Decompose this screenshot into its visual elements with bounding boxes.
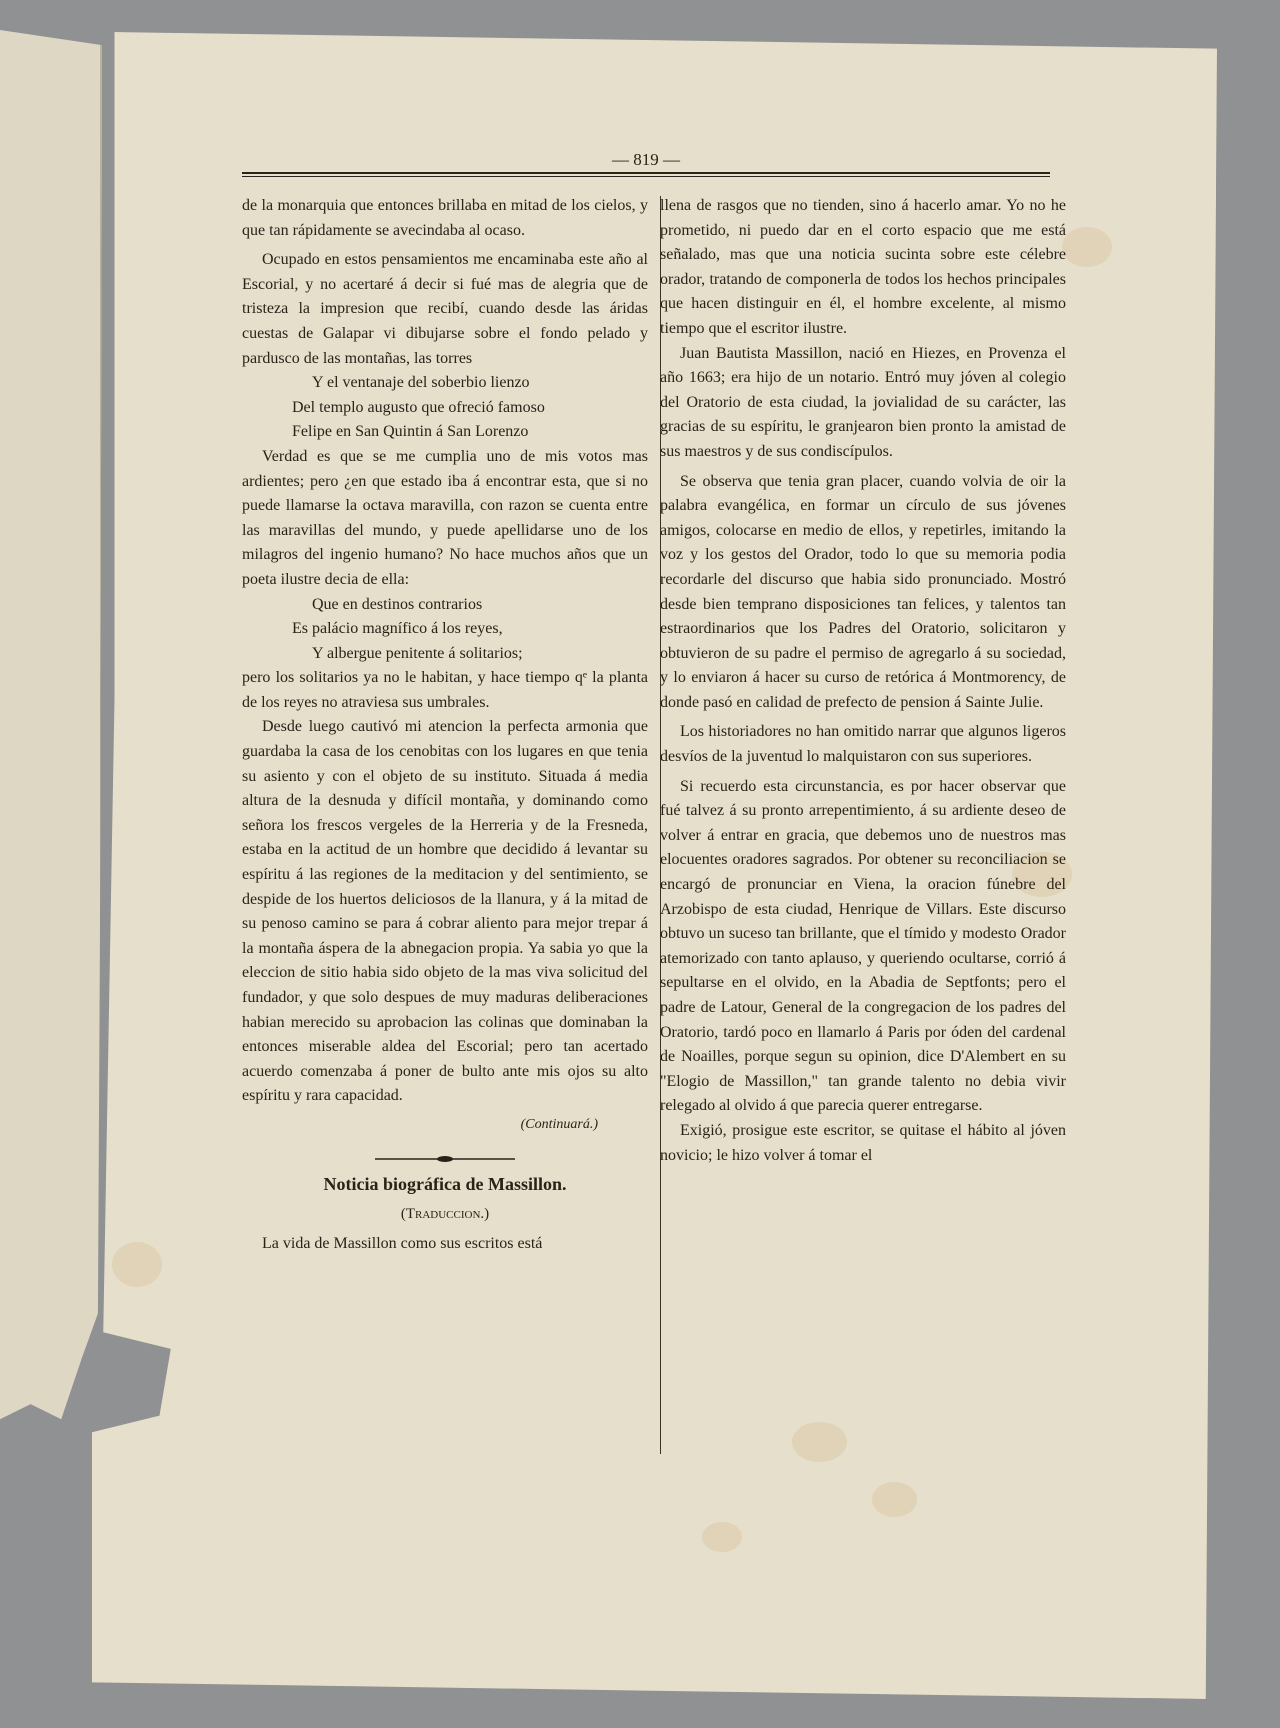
verse-line: Del templo augusto que ofreció famoso bbox=[292, 398, 545, 416]
back-page-edge bbox=[0, 30, 102, 1540]
foxing-stain bbox=[1062, 227, 1112, 267]
header-rule-thin bbox=[242, 176, 1050, 177]
page-number: — 819 — bbox=[612, 150, 680, 169]
verse-line: Y el ventanaje del soberbio lienzo bbox=[312, 374, 530, 392]
header-rule bbox=[242, 172, 1050, 174]
foxing-stain bbox=[112, 1242, 162, 1287]
verse-line: Y albergue penitente á solitarios; bbox=[312, 644, 523, 662]
paragraph: Juan Bautista Massillon, nació en Hiezes, en Provenza el año 1663; era hijo de un notario. Entró muy jóven al colegio del Oratorio de esta ciudad, la jovialidad de su carácter, las gracias de su espíritu, le granjearon bien pronto la amistad de sus maestros y de sus condiscípulos. bbox=[660, 344, 1066, 460]
foxing-stain bbox=[872, 1482, 917, 1517]
verse-line: Es palácio magnífico á los reyes, bbox=[292, 620, 503, 638]
foxing-stain bbox=[792, 1422, 847, 1462]
foxing-stain bbox=[702, 1522, 742, 1552]
paragraph: pero los solitarios ya no le habitan, y hace tiempo qᵉ la planta de los reyes no atraviesa sus umbrales. bbox=[242, 669, 648, 711]
article-title: Noticia biográfica de Massillon. bbox=[323, 1173, 567, 1194]
continuation-note: (Continuará.) bbox=[520, 1116, 598, 1132]
paragraph: Ocupado en estos pensamientos me encaminaba este año al Escorial, y no acertaré á decir si fué mas de alegria que de tristeza la impresion que recibí, cuando desde las áridas cuestas de Galapar vi dibujarse sobre el fondo pelado y pardusco de las montañas, las torres bbox=[242, 251, 648, 367]
paragraph: Los historiadores no han omitido narrar que algunos ligeros desvíos de la juventud lo malquistaron con sus superiores. bbox=[660, 723, 1066, 766]
paragraph: Exigió, prosigue este escritor, se quitase el hábito al jóven novicio; le hizo volver á tomar el bbox=[660, 1121, 1066, 1164]
verse-line: Que en destinos contrarios bbox=[312, 595, 483, 613]
paragraph: Se observa que tenia gran placer, cuando volvia de oir la palabra evangélica, en formar un círculo de sus jóvenes amigos, colocarse en medio de ellos, y repetirles, imitando la voz y los gestos del Orador, todo lo que su memoria podia recordarle del discurso que habia sido pronunciado. Mostró desde bien temprano disposiciones tan felices, y talentos tan estraordinarios que los Padres del Oratorio, solicitaron y obtuvieron de su padre el permiso de agregarlo á su sociedad, y lo enviaron á hacer su curso de retórica á Montmorency, de donde pasó en calidad de prefecto de pension á Sainte Julie. bbox=[660, 472, 1066, 711]
paragraph: Si recuerdo esta circunstancia, es por hacer observar que fué talvez á su pronto arrepentimiento, á su ardiente deseo de volver á entrar en gracia, que debemos uno de nuestros mas elocuentes oradores sagrados. Por obtener su reconciliacion se encargó de pronunciar en Viena, la oracion fúnebre del Arzobispo de esta ciudad, Henrique de Villars. Este discurso obtuvo un suceso tan brillante, que el tímido y modesto Orador atemorizado con tanto aplauso, y queriendo ocultarse, corrió á sepultarse en el olvido, en la Abadia de Septfonts; pero el padre de Latour, General de la congregacion de los padres del Oratorio, tardó poco en llamarlo á Paris por óden del cardenal de Noailles, porque segun su opinion, dice D'Alembert en su "Elogio de Massillon," tan grande talento no debia vivir relegado al olvido á que parecia querer entregarse. bbox=[660, 777, 1066, 1115]
paragraph: Desde luego cautivó mi atencion la perfecta armonia que guardaba la casa de los cenobitas con los lugares en que tenia su asiento y con el objeto de su instituto. Situada á media altura de la desnuda y difícil montaña, y dominando como señora los frescos vergeles de la Herreria y de la Fresneda, estaba en la actitud de un hombre que decidido á levantar su espíritu á las regiones de la meditacion y del sentimiento, se despide de los huertos deliciosos de la llanura, y á la mitad de su penoso camino se para á cobrar aliento para mejor trepar á la montaña áspera de la abnegacion propia. Ya sabia yo que la eleccion de sitio habia sido objeto de la mas viva solicitud del fundador, y que solo despues de muy maduras deliberaciones habian merecido su aprobacion las colinas que dominaban la entonces miserable aldea del Escorial; pero tan acertado acuerdo comenzaba á poner de bulto ante mis ojos su alto espíritu y rara capacidad. bbox=[242, 718, 648, 1105]
article-subtitle: (Traduccion.) bbox=[400, 1206, 490, 1223]
paragraph: llena de rasgos que no tienden, sino á hacerlo amar. Yo no he prometido, ni puedo dar en el corto espacio que me está señalado, mas que una noticia sucinta sobre este célebre orador, tratando de componerla de todos los hechos principales que hacen distinguir en él, el hombre excelente, al mismo tiempo que el escritor ilustre. bbox=[660, 197, 1066, 337]
paragraph: de la monarquia que entonces brillaba en mitad de los cielos, y que tan rápidamente se avecindaba al ocaso. bbox=[242, 197, 648, 239]
left-column bbox=[242, 194, 648, 1256]
verse-line: Felipe en San Quintin á San Lorenzo bbox=[292, 423, 529, 441]
article-opening: La vida de Massillon como sus escritos está bbox=[262, 1234, 543, 1252]
right-column bbox=[660, 194, 1066, 1168]
paragraph: Verdad es que se me cumplia uno de mis votos mas ardientes; pero ¿en que estado iba á encontrar esta, que si no puede llamarse la octava maravilla, con razon se cuenta entre las maravillas del mundo, y puede apellidarse uno de los milagros del ingenio humano? No hace muchos años que un poeta ilustre decia de ella: bbox=[242, 447, 648, 588]
ornamental-divider bbox=[375, 1154, 515, 1164]
